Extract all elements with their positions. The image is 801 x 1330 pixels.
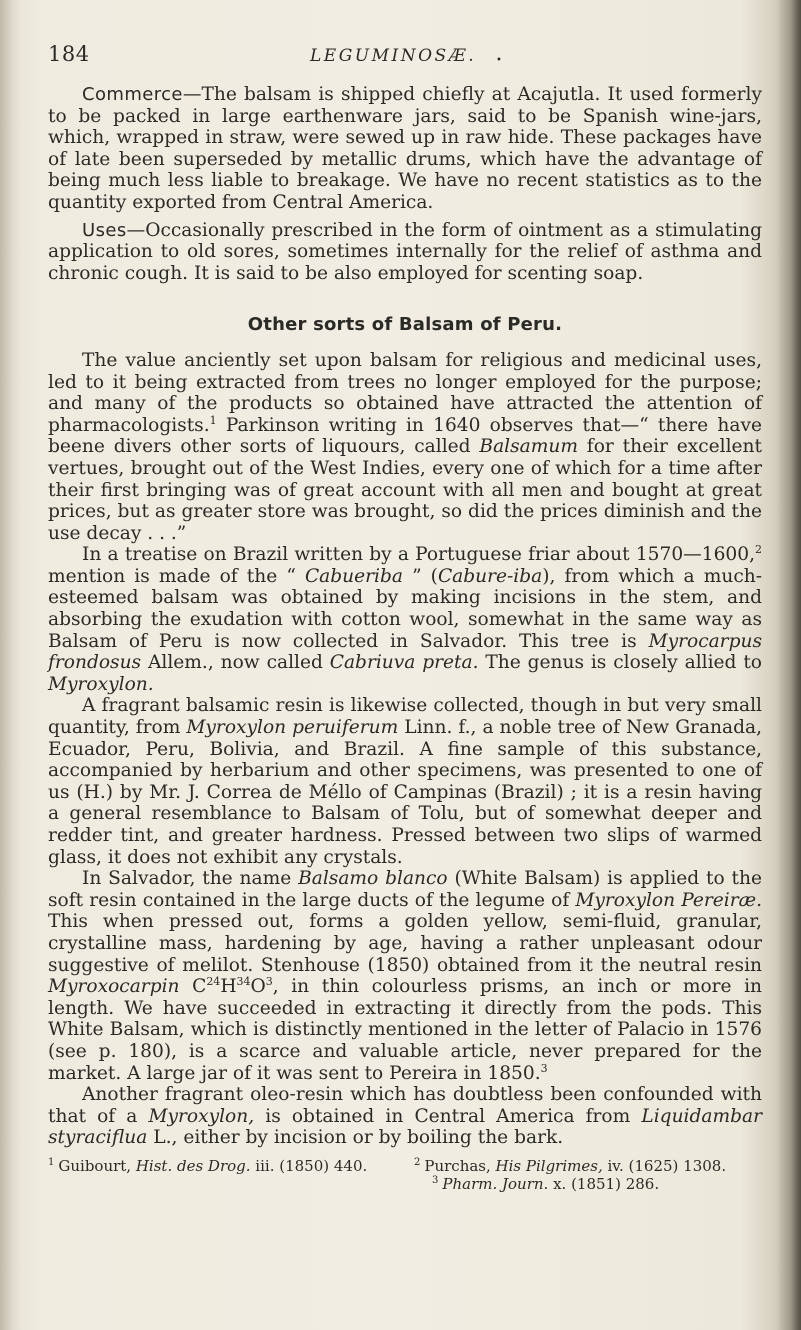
paragraph-commerce [48, 84, 762, 214]
commerce-lead: Commerce [82, 84, 183, 105]
footnote-ref: 2 [755, 543, 762, 557]
paragraph-value: The value anciently set upon balsam for religious and medicinal uses, led to it being extracted from trees no longer employed for the purpose; and many of the products so obtained have attracted the attention of pharmacologists.$^1$ Parkinson writing in 1640 observes that—“ there have beene divers other sorts of liquours, called Balsamum for their excellent vertues, brought out of the West Indies, every one of which for a time after their first bringing was of great account with all men and bought at great prices, but as greater store was brought, so did the prices diminish and the use decay . . .” [48, 349, 762, 544]
header-dot: • [496, 55, 502, 66]
paragraph-brazil: In a treatise on Brazil written by a Portuguese friar about 1570—1600,$^2$ mention is made of the “ Cabueriba ” (Cabure-iba), from which a much-esteemed balsam was obtained by making incisions in the stem, and absorbing the exudation with cotton wool, somewhat in the same way as Balsam of Peru is now collected in Salvador. This tree is Myrocarpus frondosus Allem., now called Cabriuva preta. The genus is closely allied to Myroxylon. [48, 543, 762, 695]
paragraph-resin: A fragrant balsamic resin is likewise collected, though in but very small quantity, from Myroxylon peruiferum Linn. f., a noble tree of New Granada, Ecuador, Peru, Bolivia, and Brazil. A fine sample of this substance, accompanied by herbarium and other specimens, was presented to one of us (H.) by Mr. J. Correa de Méllo of Campinas (Brazil) ; it is a resin having a general resemblance to Balsam of Tolu, but of somewhat deeper and redder tint, and greater hardness. Pressed between two slips of warmed glass, it does not exhibit any crystals. [48, 695, 762, 868]
footnotes [48, 1157, 762, 1193]
text-column [48, 44, 762, 1193]
page-number: 184 [48, 42, 90, 66]
page-gutter-shadow [0, 0, 22, 1330]
uses-lead: Uses [82, 219, 127, 241]
footnote-1: $^1$ Guibourt, Hist. des Drog. iii. (1850) 440. [48, 1156, 368, 1175]
section-heading: Other sorts of Balsam of Peru. [247, 314, 563, 336]
paragraph-uses [48, 220, 762, 285]
footnote-2: $^2$ Purchas, His Pilgrimes, iv. (1625) 1308. [414, 1156, 727, 1175]
page-edge-shadow [777, 0, 801, 1330]
paragraph-oleo-resin: Another fragrant oleo-resin which has doubtless been confounded with that of a Myroxylon, is obtained in Central America from Liquidambar styraciflua L., either by incision or by boiling the bark. [48, 1084, 762, 1149]
footnote-ref: 3 [540, 1061, 548, 1075]
paragraph-salvador: In Salvador, the name Balsamo blanco (White Balsam) is applied to the soft resin contained in the large ducts of the legume of Myroxylon Pereiræ. This when pressed out, forms a golden yellow, semi-fluid, granular, crystalline mass, hardening by age, having a rather unpleasant odour suggestive of melilot. Stenhouse (1850) obtained from it the neutral resin Myroxocarpin $C^{24}H^{34}O^3$, in thin colourless prisms, an inch or more in length. We have succeeded in extracting it directly from the pods. This White Balsam, which is distinctly mentioned in the letter of Palacio in 1576 (see p. 180), is a scarce and valuable article, never prepared for the market. A large jar of it was sent to Pereira in 1850.$^3$ [48, 868, 763, 1084]
commerce-text: —The balsam is shipped chiefly at Acajutla. It used formerly to be packed in large earthenware jars, said to be Spanish wine-jars, which, wrapped in straw, were sewed up in raw hide. These packages have of late been superseded by metallic drums, which have the advantage of being much less liable to breakage. We have no recent statistics as to the quantity exported from Central America. [48, 84, 762, 213]
uses-text: —Occasionally prescribed in the form of ointment as a stimulating application to old sores, sometimes internally for the relief of asthma and chronic cough. It is said to be also employed for scenting soap. [48, 219, 762, 284]
running-head [48, 44, 762, 84]
running-title: LEGUMINOSÆ. [310, 46, 477, 66]
footnote-ref: 1 [209, 413, 217, 427]
footnote-3: $^3$ Pharm. Journ. x. (1851) 286. [432, 1174, 660, 1193]
